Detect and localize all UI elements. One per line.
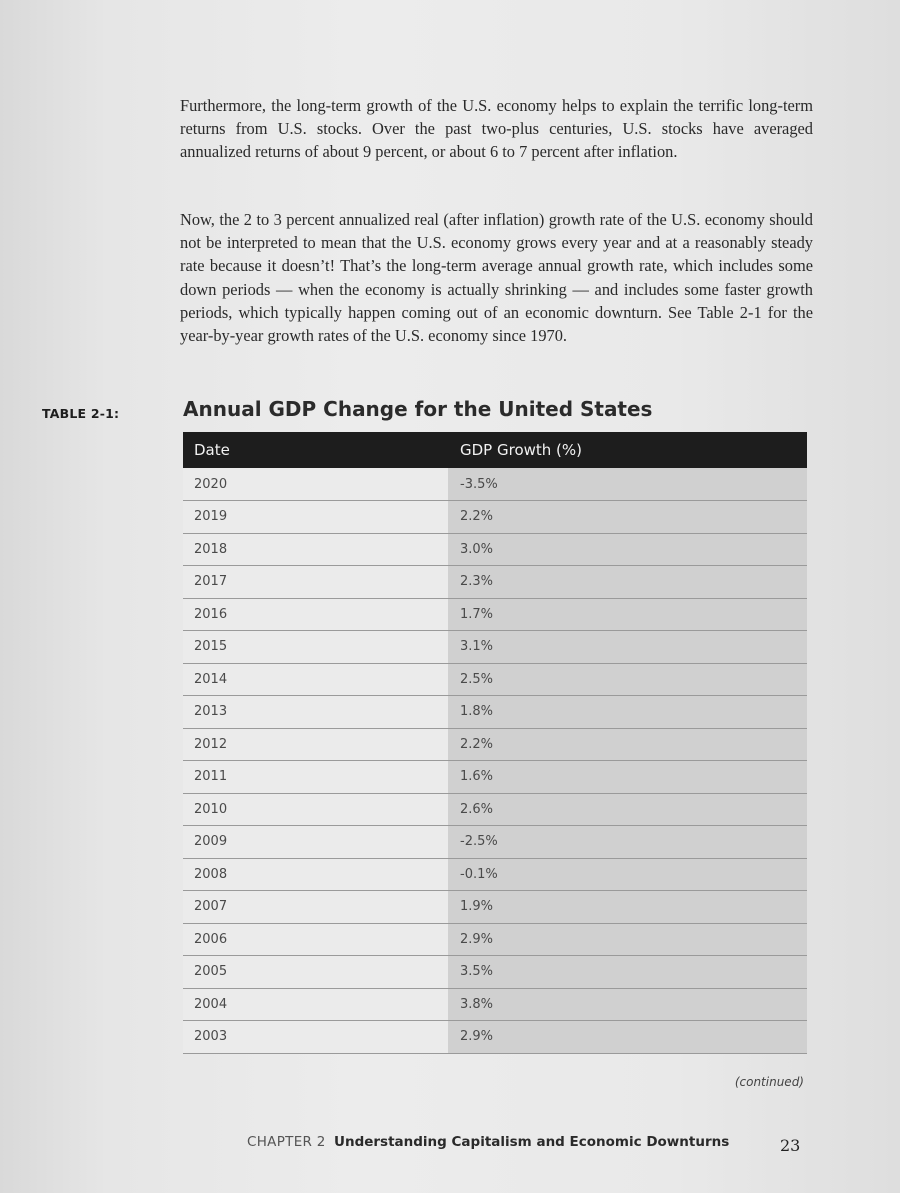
date-cell: 2005 (183, 956, 448, 989)
chapter-label: CHAPTER 2 (247, 1134, 326, 1150)
date-cell: 2004 (183, 988, 448, 1021)
date-cell: 2008 (183, 858, 448, 891)
table-row (183, 468, 807, 501)
table-row (183, 1021, 807, 1054)
gdp-table (183, 432, 807, 1054)
table-row (183, 696, 807, 729)
table-row (183, 858, 807, 891)
table-row (183, 501, 807, 534)
gdp-growth-cell: 3.0% (448, 533, 807, 566)
column-header-gdp-growth: GDP Growth (%) (448, 432, 807, 468)
date-cell: 2018 (183, 533, 448, 566)
table-row (183, 956, 807, 989)
gdp-growth-cell: 1.8% (448, 696, 807, 729)
table-row (183, 761, 807, 794)
table-row (183, 533, 807, 566)
date-cell: 2009 (183, 826, 448, 859)
gdp-growth-cell: 1.6% (448, 761, 807, 794)
gdp-growth-cell: 3.5% (448, 956, 807, 989)
date-cell: 2007 (183, 891, 448, 924)
table-row (183, 631, 807, 664)
gdp-growth-cell: 1.9% (448, 891, 807, 924)
date-cell: 2016 (183, 598, 448, 631)
continued-note: (continued) (734, 1075, 804, 1089)
table-row (183, 923, 807, 956)
gdp-growth-cell: 2.2% (448, 501, 807, 534)
body-paragraph: Furthermore, the long-term growth of the U.S. economy helps to explain the terrific long-term returns from U.S. stocks. Over the past two-plus centuries, U.S. stocks have averaged annualized returns of about 9 percent, or about 6 to 7 percent after inflation. (180, 96, 813, 162)
gdp-growth-cell: 2.5% (448, 663, 807, 696)
table-row (183, 793, 807, 826)
date-cell: 2019 (183, 501, 448, 534)
body-paragraph: Now, the 2 to 3 percent annualized real (after inflation) growth rate of the U.S. economy should not be interpreted to mean that the U.S. economy grows every year and at a reasonably steady rate because it doesn’t! That’s the long-term average annual growth rate, which includes some down periods — when the economy is actually shrinking — and includes some faster growth periods, which typically happen coming out of an economic downturn. See Table 2-1 for the year-by-year growth rates of the U.S. economy since 1970. (180, 210, 813, 346)
column-header-date: Date (183, 432, 448, 468)
date-cell: 2015 (183, 631, 448, 664)
date-cell: 2020 (183, 468, 448, 501)
gdp-growth-cell: 2.9% (448, 923, 807, 956)
table-row (183, 663, 807, 696)
date-cell: 2017 (183, 566, 448, 599)
gdp-growth-cell: 2.6% (448, 793, 807, 826)
gdp-growth-cell: 2.2% (448, 728, 807, 761)
table-row (183, 566, 807, 599)
table-row (183, 826, 807, 859)
date-cell: 2012 (183, 728, 448, 761)
gdp-growth-cell: 3.8% (448, 988, 807, 1021)
chapter-title: Understanding Capitalism and Economic Downturns (334, 1134, 730, 1150)
table-row (183, 728, 807, 761)
gdp-growth-cell: -3.5% (448, 468, 807, 501)
gdp-growth-cell: -2.5% (448, 826, 807, 859)
gdp-growth-cell: -0.1% (448, 858, 807, 891)
date-cell: 2010 (183, 793, 448, 826)
gdp-growth-cell: 2.9% (448, 1021, 807, 1054)
table-body (183, 468, 807, 1053)
date-cell: 2013 (183, 696, 448, 729)
page-number: 23 (780, 1136, 801, 1155)
table-header-row (183, 432, 807, 468)
table-title: Annual GDP Change for the United States (183, 397, 653, 421)
date-cell: 2011 (183, 761, 448, 794)
date-cell: 2006 (183, 923, 448, 956)
gdp-growth-cell: 3.1% (448, 631, 807, 664)
date-cell: 2003 (183, 1021, 448, 1054)
table-row (183, 988, 807, 1021)
date-cell: 2014 (183, 663, 448, 696)
gdp-growth-cell: 2.3% (448, 566, 807, 599)
table-row (183, 891, 807, 924)
gdp-growth-cell: 1.7% (448, 598, 807, 631)
running-footer (247, 1134, 729, 1150)
table-label: TABLE 2-1: (42, 406, 120, 421)
table-row (183, 598, 807, 631)
